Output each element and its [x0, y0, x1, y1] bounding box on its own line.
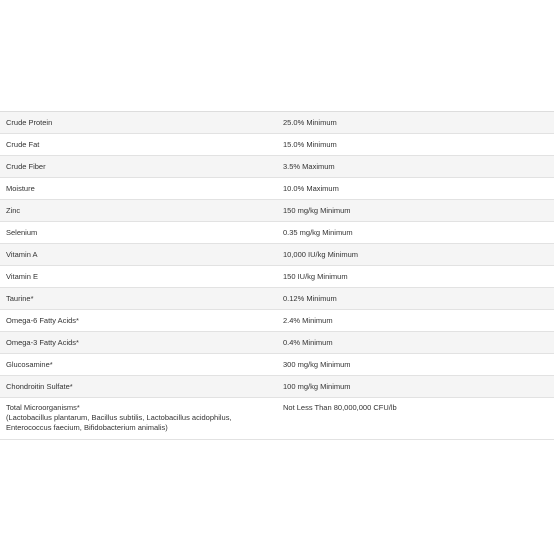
- table-row: [0, 134, 554, 156]
- nutrient-value: 3.5% Maximum: [283, 161, 335, 171]
- nutrient-name: Taurine*: [6, 293, 34, 303]
- nutrient-name: Glucosamine*: [6, 359, 53, 369]
- nutrient-value: 300 mg/kg Minimum: [283, 359, 351, 369]
- nutrient-name: Chondroitin Sulfate*: [6, 381, 73, 391]
- nutrient-name: Vitamin A: [6, 249, 38, 259]
- table-row: [0, 200, 554, 222]
- nutrient-value: 15.0% Minimum: [283, 139, 337, 149]
- table-row: [0, 288, 554, 310]
- nutrient-name: Zinc: [6, 205, 21, 215]
- nutrient-name: Selenium: [6, 227, 38, 237]
- nutrient-name: Omega-6 Fatty Acids*: [6, 315, 79, 325]
- nutrient-value: 0.35 mg/kg Minimum: [283, 227, 353, 237]
- microorganisms-detail-line-1: (Lactobacillus plantarum, Bacillus subtilis, Lactobacillus acidophilus,: [6, 413, 232, 422]
- nutrient-name: Crude Fiber: [6, 161, 46, 171]
- nutrient-name: Crude Protein: [6, 117, 53, 127]
- nutrient-value: 0.4% Minimum: [283, 337, 333, 347]
- nutrient-value: 10.0% Maximum: [283, 183, 339, 193]
- nutrient-value: 2.4% Minimum: [283, 315, 333, 325]
- nutrient-value: 150 mg/kg Minimum: [283, 205, 351, 215]
- guaranteed-analysis-table: [0, 111, 554, 440]
- table-row: [0, 112, 554, 134]
- microorganisms-title: Total Microorganisms*: [6, 403, 80, 412]
- nutrient-name: [0, 403, 279, 433]
- table-row: [0, 178, 554, 200]
- nutrient-value: Not Less Than 80,000,000 CFU/lb: [283, 403, 397, 412]
- table-row: [0, 310, 554, 332]
- nutrient-name: Crude Fat: [6, 139, 40, 149]
- table-row: [0, 266, 554, 288]
- table-row: [0, 156, 554, 178]
- table-row: [0, 354, 554, 376]
- nutrient-value: 0.12% Minimum: [283, 293, 337, 303]
- nutrient-value: 25.0% Minimum: [283, 117, 337, 127]
- table-row: [0, 376, 554, 398]
- nutrient-name: Moisture: [6, 183, 35, 193]
- nutrient-value: 150 IU/kg Minimum: [283, 271, 348, 281]
- table-row: [0, 222, 554, 244]
- nutrient-name: Vitamin E: [6, 271, 38, 281]
- table-row-microorganisms: [0, 398, 554, 440]
- microorganisms-detail-line-2: Enterococcus faecium, Bifidobacterium animalis): [6, 423, 168, 432]
- nutrient-value: 100 mg/kg Minimum: [283, 381, 351, 391]
- table-row: [0, 244, 554, 266]
- table-row: [0, 332, 554, 354]
- nutrient-name: Omega-3 Fatty Acids*: [6, 337, 79, 347]
- nutrient-value: 10,000 IU/kg Minimum: [283, 249, 359, 259]
